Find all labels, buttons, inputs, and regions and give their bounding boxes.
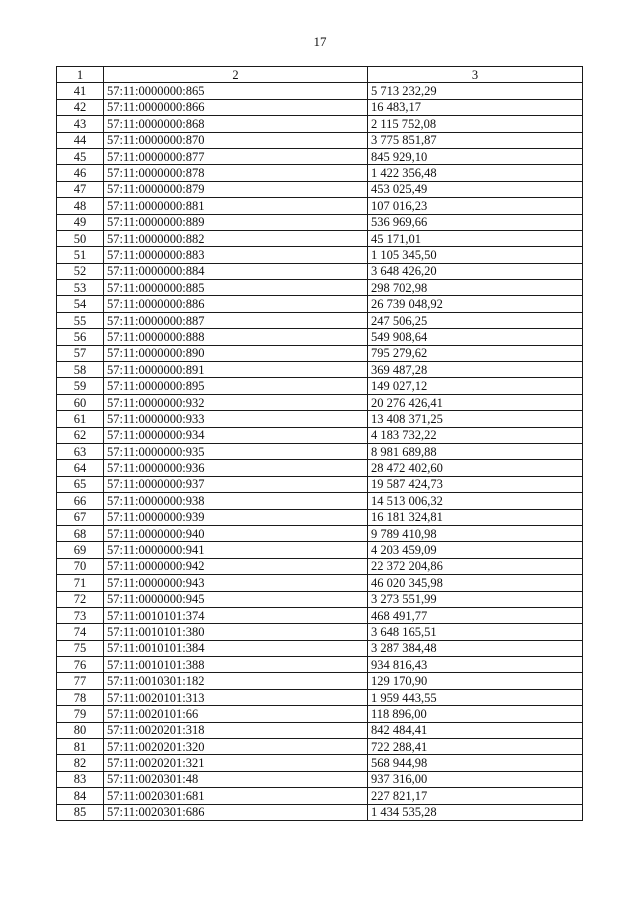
cadastral-number-cell: 57:11:0020101:313 <box>104 689 368 705</box>
cadastral-number-cell: 57:11:0000000:890 <box>104 345 368 361</box>
cadastral-number-cell: 57:11:0000000:933 <box>104 411 368 427</box>
cadastral-value-cell: 9 789 410,98 <box>368 525 583 541</box>
row-number-cell: 56 <box>57 329 104 345</box>
cadastral-value-cell: 937 316,00 <box>368 771 583 787</box>
cadastral-number-cell: 57:11:0000000:889 <box>104 214 368 230</box>
cadastral-value-cell: 26 739 048,92 <box>368 296 583 312</box>
cadastral-value-cell: 8 981 689,88 <box>368 443 583 459</box>
row-number-cell: 49 <box>57 214 104 230</box>
table-row <box>57 624 583 640</box>
cadastral-number-cell: 57:11:0000000:939 <box>104 509 368 525</box>
cadastral-value-cell: 3 287 384,48 <box>368 640 583 656</box>
cadastral-number-cell: 57:11:0000000:932 <box>104 394 368 410</box>
cadastral-value-cell: 4 203 459,09 <box>368 542 583 558</box>
cadastral-value-cell: 298 702,98 <box>368 280 583 296</box>
row-number-cell: 45 <box>57 148 104 164</box>
cadastral-number-cell: 57:11:0000000:934 <box>104 427 368 443</box>
cadastral-value-cell: 795 279,62 <box>368 345 583 361</box>
cadastral-number-cell: 57:11:0000000:888 <box>104 329 368 345</box>
cadastral-value-cell: 45 171,01 <box>368 230 583 246</box>
cadastral-number-cell: 57:11:0000000:937 <box>104 476 368 492</box>
cadastral-number-cell: 57:11:0000000:883 <box>104 247 368 263</box>
cadastral-value-cell: 46 020 345,98 <box>368 575 583 591</box>
cadastral-value-cell: 722 288,41 <box>368 739 583 755</box>
table-row <box>57 591 583 607</box>
cadastral-number-cell: 57:11:0020301:686 <box>104 804 368 820</box>
row-number-cell: 61 <box>57 411 104 427</box>
cadastral-number-cell: 57:11:0020201:321 <box>104 755 368 771</box>
table-row <box>57 99 583 115</box>
table-row <box>57 378 583 394</box>
table-row <box>57 788 583 804</box>
table-row <box>57 673 583 689</box>
cadastral-value-cell: 453 025,49 <box>368 181 583 197</box>
cadastral-value-cell: 3 775 851,87 <box>368 132 583 148</box>
cadastral-number-cell: 57:11:0020301:681 <box>104 788 368 804</box>
row-number-cell: 55 <box>57 312 104 328</box>
cadastral-number-cell: 57:11:0000000:895 <box>104 378 368 394</box>
row-number-cell: 67 <box>57 509 104 525</box>
cadastral-number-cell: 57:11:0000000:866 <box>104 99 368 115</box>
cadastral-value-cell: 4 183 732,22 <box>368 427 583 443</box>
row-number-cell: 82 <box>57 755 104 771</box>
cadastral-value-cell: 19 587 424,73 <box>368 476 583 492</box>
table-row <box>57 460 583 476</box>
cadastral-value-table <box>56 66 583 821</box>
cadastral-number-cell: 57:11:0000000:935 <box>104 443 368 459</box>
cadastral-number-cell: 57:11:0000000:865 <box>104 83 368 99</box>
row-number-cell: 66 <box>57 493 104 509</box>
row-number-cell: 60 <box>57 394 104 410</box>
row-number-cell: 85 <box>57 804 104 820</box>
cadastral-value-cell: 14 513 006,32 <box>368 493 583 509</box>
table-row <box>57 706 583 722</box>
table-row <box>57 362 583 378</box>
row-number-cell: 50 <box>57 230 104 246</box>
cadastral-number-cell: 57:11:0000000:943 <box>104 575 368 591</box>
cadastral-number-cell: 57:11:0000000:936 <box>104 460 368 476</box>
cadastral-number-cell: 57:11:0000000:885 <box>104 280 368 296</box>
table-row <box>57 607 583 623</box>
row-number-cell: 78 <box>57 689 104 705</box>
table-row <box>57 525 583 541</box>
table-row <box>57 755 583 771</box>
table-row <box>57 722 583 738</box>
cadastral-value-cell: 16 483,17 <box>368 99 583 115</box>
row-number-cell: 81 <box>57 739 104 755</box>
cadastral-number-cell: 57:11:0010101:388 <box>104 657 368 673</box>
table-row <box>57 427 583 443</box>
table-row <box>57 476 583 492</box>
table-row <box>57 542 583 558</box>
row-number-cell: 41 <box>57 83 104 99</box>
cadastral-value-cell: 1 434 535,28 <box>368 804 583 820</box>
cadastral-number-cell: 57:11:0010301:182 <box>104 673 368 689</box>
table-row <box>57 657 583 673</box>
cadastral-value-cell: 369 487,28 <box>368 362 583 378</box>
table-row <box>57 509 583 525</box>
column-header-2: 2 <box>104 67 368 83</box>
row-number-cell: 74 <box>57 624 104 640</box>
table-row <box>57 689 583 705</box>
cadastral-number-cell: 57:11:0000000:884 <box>104 263 368 279</box>
cadastral-number-cell: 57:11:0000000:878 <box>104 165 368 181</box>
cadastral-value-cell: 1 105 345,50 <box>368 247 583 263</box>
row-number-cell: 76 <box>57 657 104 673</box>
row-number-cell: 51 <box>57 247 104 263</box>
row-number-cell: 57 <box>57 345 104 361</box>
row-number-cell: 64 <box>57 460 104 476</box>
table-row <box>57 263 583 279</box>
cadastral-value-cell: 1 959 443,55 <box>368 689 583 705</box>
cadastral-value-cell: 568 944,98 <box>368 755 583 771</box>
table-row <box>57 443 583 459</box>
cadastral-value-cell: 3 648 426,20 <box>368 263 583 279</box>
row-number-cell: 73 <box>57 607 104 623</box>
page-number: 17 <box>313 34 327 49</box>
cadastral-number-cell: 57:11:0020201:320 <box>104 739 368 755</box>
cadastral-value-cell: 3 648 165,51 <box>368 624 583 640</box>
row-number-cell: 71 <box>57 575 104 591</box>
cadastral-number-cell: 57:11:0020301:48 <box>104 771 368 787</box>
row-number-cell: 77 <box>57 673 104 689</box>
cadastral-number-cell: 57:11:0000000:879 <box>104 181 368 197</box>
cadastral-number-cell: 57:11:0000000:945 <box>104 591 368 607</box>
row-number-cell: 42 <box>57 99 104 115</box>
row-number-cell: 65 <box>57 476 104 492</box>
table-row <box>57 83 583 99</box>
row-number-cell: 80 <box>57 722 104 738</box>
table-row <box>57 345 583 361</box>
table-header <box>57 67 583 83</box>
cadastral-number-cell: 57:11:0000000:868 <box>104 116 368 132</box>
cadastral-number-cell: 57:11:0010101:384 <box>104 640 368 656</box>
cadastral-number-cell: 57:11:0000000:941 <box>104 542 368 558</box>
row-number-cell: 63 <box>57 443 104 459</box>
table-row <box>57 640 583 656</box>
table-row <box>57 165 583 181</box>
cadastral-number-cell: 57:11:0000000:877 <box>104 148 368 164</box>
cadastral-number-cell: 57:11:0000000:882 <box>104 230 368 246</box>
table-row <box>57 198 583 214</box>
cadastral-number-cell: 57:11:0000000:938 <box>104 493 368 509</box>
cadastral-value-cell: 149 027,12 <box>368 378 583 394</box>
cadastral-value-cell: 28 472 402,60 <box>368 460 583 476</box>
table-row <box>57 739 583 755</box>
column-header-1: 1 <box>57 67 104 83</box>
cadastral-value-cell: 2 115 752,08 <box>368 116 583 132</box>
cadastral-value-cell: 536 969,66 <box>368 214 583 230</box>
cadastral-value-cell: 3 273 551,99 <box>368 591 583 607</box>
cadastral-value-cell: 934 816,43 <box>368 657 583 673</box>
table-row <box>57 148 583 164</box>
table-row <box>57 296 583 312</box>
row-number-cell: 79 <box>57 706 104 722</box>
table-row <box>57 247 583 263</box>
cadastral-value-cell: 845 929,10 <box>368 148 583 164</box>
table-row <box>57 394 583 410</box>
row-number-cell: 46 <box>57 165 104 181</box>
row-number-cell: 58 <box>57 362 104 378</box>
row-number-cell: 83 <box>57 771 104 787</box>
row-number-cell: 43 <box>57 116 104 132</box>
column-header-3: 3 <box>368 67 583 83</box>
cadastral-value-cell: 227 821,17 <box>368 788 583 804</box>
table-row <box>57 312 583 328</box>
table-row <box>57 116 583 132</box>
cadastral-value-cell: 118 896,00 <box>368 706 583 722</box>
cadastral-number-cell: 57:11:0010101:374 <box>104 607 368 623</box>
table-row <box>57 558 583 574</box>
table-row <box>57 329 583 345</box>
row-number-cell: 68 <box>57 525 104 541</box>
cadastral-value-cell: 107 016,23 <box>368 198 583 214</box>
table-body <box>57 83 583 821</box>
cadastral-number-cell: 57:11:0000000:870 <box>104 132 368 148</box>
cadastral-value-cell: 842 484,41 <box>368 722 583 738</box>
cadastral-value-cell: 1 422 356,48 <box>368 165 583 181</box>
row-number-cell: 70 <box>57 558 104 574</box>
cadastral-value-cell: 22 372 204,86 <box>368 558 583 574</box>
cadastral-number-cell: 57:11:0020201:318 <box>104 722 368 738</box>
cadastral-number-cell: 57:11:0020101:66 <box>104 706 368 722</box>
row-number-cell: 52 <box>57 263 104 279</box>
cadastral-value-cell: 5 713 232,29 <box>368 83 583 99</box>
table-row <box>57 230 583 246</box>
row-number-cell: 44 <box>57 132 104 148</box>
table-row <box>57 771 583 787</box>
row-number-cell: 75 <box>57 640 104 656</box>
row-number-cell: 53 <box>57 280 104 296</box>
cadastral-number-cell: 57:11:0000000:942 <box>104 558 368 574</box>
cadastral-number-cell: 57:11:0000000:940 <box>104 525 368 541</box>
row-number-cell: 54 <box>57 296 104 312</box>
cadastral-value-cell: 13 408 371,25 <box>368 411 583 427</box>
cadastral-value-cell: 247 506,25 <box>368 312 583 328</box>
table-row <box>57 804 583 820</box>
row-number-cell: 48 <box>57 198 104 214</box>
cadastral-value-cell: 468 491,77 <box>368 607 583 623</box>
cadastral-number-cell: 57:11:0000000:891 <box>104 362 368 378</box>
row-number-cell: 84 <box>57 788 104 804</box>
cadastral-value-cell: 20 276 426,41 <box>368 394 583 410</box>
row-number-cell: 69 <box>57 542 104 558</box>
row-number-cell: 47 <box>57 181 104 197</box>
cadastral-value-cell: 129 170,90 <box>368 673 583 689</box>
cadastral-number-cell: 57:11:0000000:887 <box>104 312 368 328</box>
table-header-row <box>57 67 583 83</box>
cadastral-number-cell: 57:11:0000000:886 <box>104 296 368 312</box>
cadastral-number-cell: 57:11:0010101:380 <box>104 624 368 640</box>
table-row <box>57 132 583 148</box>
cadastral-value-cell: 549 908,64 <box>368 329 583 345</box>
cadastral-value-cell: 16 181 324,81 <box>368 509 583 525</box>
row-number-cell: 62 <box>57 427 104 443</box>
row-number-cell: 59 <box>57 378 104 394</box>
row-number-cell: 72 <box>57 591 104 607</box>
table-row <box>57 493 583 509</box>
table-row <box>57 575 583 591</box>
table-row <box>57 280 583 296</box>
table-row <box>57 214 583 230</box>
table-row <box>57 181 583 197</box>
cadastral-number-cell: 57:11:0000000:881 <box>104 198 368 214</box>
table-row <box>57 411 583 427</box>
